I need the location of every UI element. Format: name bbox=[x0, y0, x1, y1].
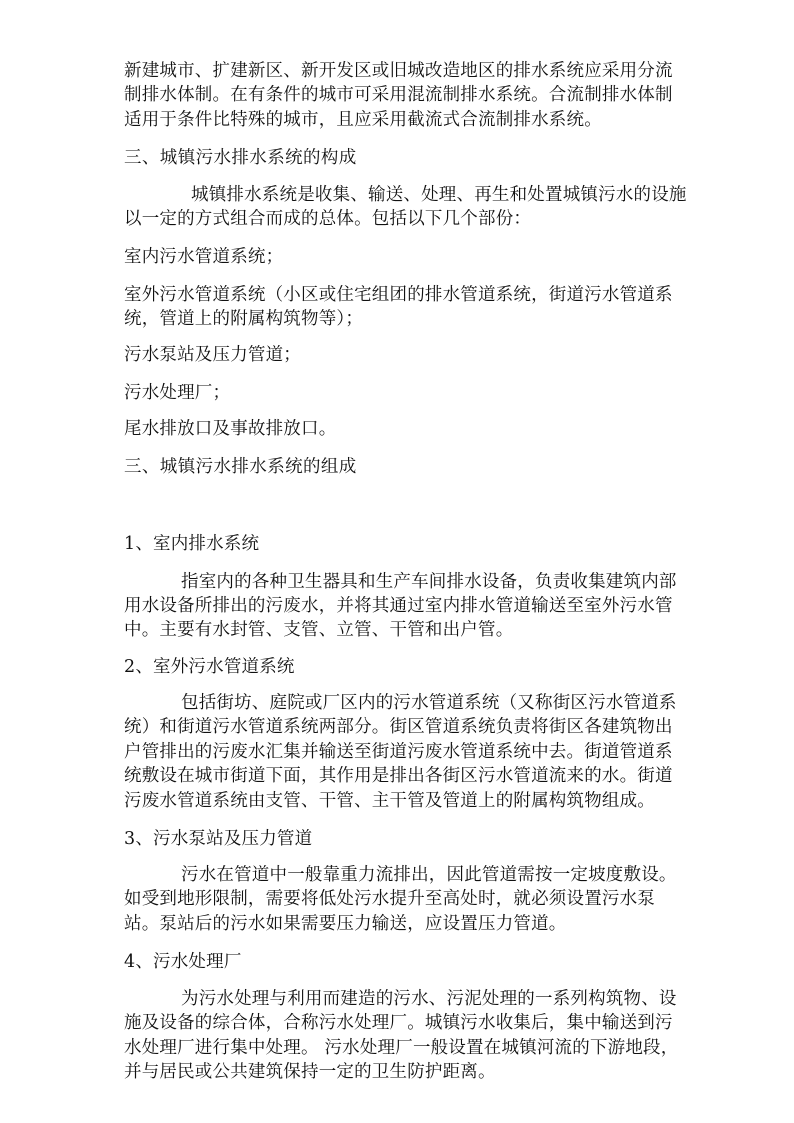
body-line: 中。主要有水封管、支管、立管、干管和出户管。 bbox=[124, 620, 514, 640]
intro-line: 制排水体制。在有条件的城市可采用混流制排水系统。合流制排水体制 bbox=[124, 85, 673, 105]
body-line: 指室内的各种卫生器具和生产车间排水设备，负责收集建筑内部 bbox=[181, 572, 677, 592]
body-line: 为污水处理与利用而建造的污水、污泥处理的一系列构筑物、设 bbox=[181, 989, 677, 1009]
body-line: 统敷设在城市街道下面，其作用是排出各街区污水管道流来的水。街道 bbox=[124, 766, 673, 786]
body-line: 污废水管道系统由支管、干管、主干管及管道上的附属构筑物组成。 bbox=[124, 791, 655, 811]
body-line: 水处理厂进行集中处理。 污水处理厂一般设置在城镇河流的下游地段， bbox=[124, 1038, 679, 1058]
list-item: 室外污水管道系统（小区或住宅组团的排水管道系统，街道污水管道系 bbox=[124, 285, 673, 305]
list-item-continuation: 统，管道上的附属构筑物等）； bbox=[124, 309, 364, 329]
list-item: 污水处理厂； bbox=[124, 383, 231, 403]
body-line: 施及设备的综合体，合称污水处理厂。城镇污水收集后，集中输送到污 bbox=[124, 1013, 673, 1033]
description-line: 以一定的方式组合而成的总体。包括以下几个部份： bbox=[124, 209, 532, 229]
section-heading-construction: 三、城镇污水排水系统的构成 bbox=[124, 148, 357, 168]
body-line: 站。泵站后的污水如果需要压力输送，应设置压力管道。 bbox=[124, 914, 567, 934]
subsection-title: 2、室外污水管道系统 bbox=[124, 657, 295, 677]
list-item: 污水泵站及压力管道； bbox=[124, 345, 301, 365]
intro-line: 新建城市、扩建新区、新开发区或旧城改造地区的排水系统应采用分流 bbox=[124, 61, 673, 81]
body-line: 用水设备所排出的污废水，并将其通过室内排水管道输送至室外污水管 bbox=[124, 596, 673, 616]
body-line: 统）和街道污水管道系统两部分。街区管道系统负责将街区各建筑物出 bbox=[124, 717, 673, 737]
body-line: 包括街坊、庭院或厂区内的污水管道系统（又称街区污水管道系 bbox=[181, 693, 677, 713]
section-heading-composition: 三、城镇污水排水系统的组成 bbox=[124, 457, 357, 477]
body-line: 并与居民或公共建筑保持一定的卫生防护距离。 bbox=[124, 1062, 496, 1082]
list-item: 室内污水管道系统； bbox=[124, 247, 284, 267]
subsection-title: 3、污水泵站及压力管道 bbox=[124, 829, 313, 849]
subsection-title: 4、污水处理厂 bbox=[124, 952, 242, 972]
list-item: 尾水排放口及事故排放口。 bbox=[124, 419, 337, 439]
description-line: 城镇排水系统是收集、输送、处理、再生和处置城镇污水的设施 bbox=[191, 185, 687, 205]
intro-line: 适用于条件比特殊的城市，且应采用截流式合流制排水系统。 bbox=[124, 110, 602, 130]
body-line: 污水在管道中一般靠重力流排出，因此管道需按一定坡度敷设。 bbox=[181, 865, 677, 885]
body-line: 户管排出的污废水汇集并输送至街道污废水管道系统中去。街道管道系 bbox=[124, 742, 673, 762]
subsection-title: 1、室内排水系统 bbox=[124, 534, 260, 554]
body-line: 如受到地形限制，需要将低处污水提升至高处时，就必须设置污水泵 bbox=[124, 889, 655, 909]
